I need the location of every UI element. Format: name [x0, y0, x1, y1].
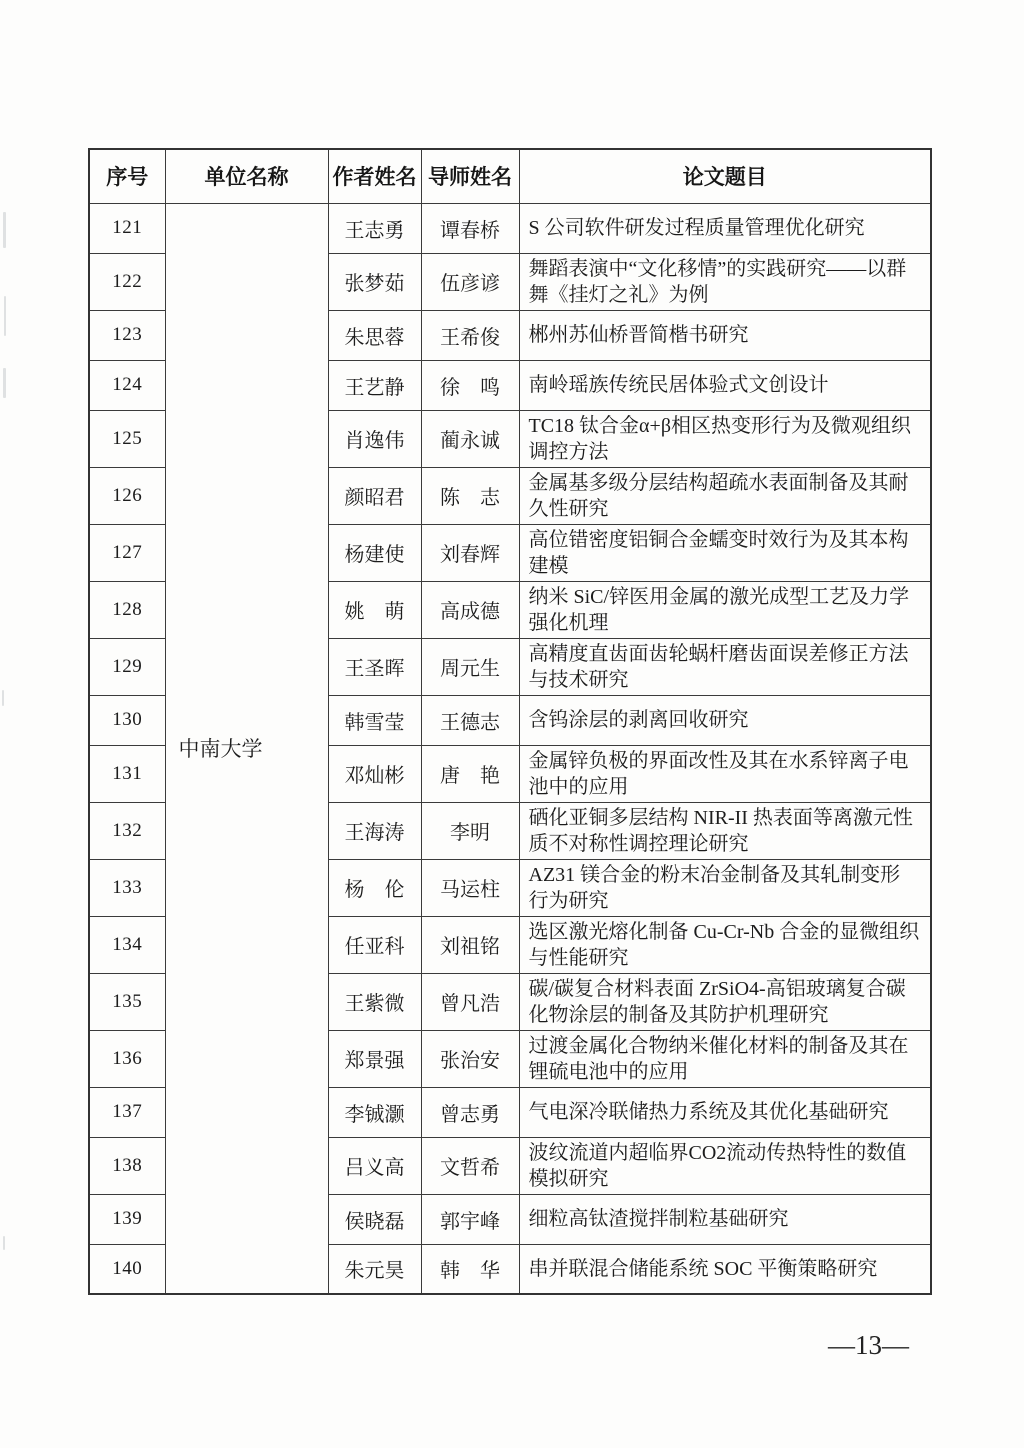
advisor-cell: 张治安 — [421, 1030, 519, 1087]
serial-cell: 127 — [89, 524, 165, 581]
institution-cell: 中南大学 — [165, 203, 328, 1294]
advisor-cell: 王德志 — [421, 695, 519, 745]
serial-cell: 130 — [89, 695, 165, 745]
advisor-cell: 周元生 — [421, 638, 519, 695]
author-cell: 颜昭君 — [328, 467, 421, 524]
advisor-cell: 曾凡浩 — [421, 973, 519, 1030]
title-cell: 高位错密度铝铜合金蠕变时效行为及其本构建模 — [519, 524, 931, 581]
thesis-table — [88, 148, 932, 1295]
title-cell: 郴州苏仙桥晋简楷书研究 — [519, 310, 931, 360]
author-cell: 王志勇 — [328, 203, 421, 253]
column-header-title: 论文题目 — [519, 149, 931, 203]
serial-cell: 124 — [89, 360, 165, 410]
serial-cell: 121 — [89, 203, 165, 253]
title-cell: 舞蹈表演中“文化移情”的实践研究——以群舞《挂灯之礼》为例 — [519, 253, 931, 310]
title-cell: 过渡金属化合物纳米催化材料的制备及其在锂硫电池中的应用 — [519, 1030, 931, 1087]
author-cell: 王海涛 — [328, 802, 421, 859]
serial-cell: 129 — [89, 638, 165, 695]
column-header-serial: 序号 — [89, 149, 165, 203]
title-cell: 纳米 SiC/锌医用金属的激光成型工艺及力学强化机理 — [519, 581, 931, 638]
serial-cell: 123 — [89, 310, 165, 360]
author-cell: 朱元昊 — [328, 1244, 421, 1294]
table-row — [89, 203, 931, 253]
author-cell: 王圣晖 — [328, 638, 421, 695]
title-cell: 南岭瑶族传统民居体验式文创设计 — [519, 360, 931, 410]
page-number: —13— — [828, 1330, 909, 1360]
column-header-author: 作者姓名 — [328, 149, 421, 203]
title-cell: 波纹流道内超临界CO2流动传热特性的数值模拟研究 — [519, 1137, 931, 1194]
advisor-cell: 韩 华 — [421, 1244, 519, 1294]
author-cell: 朱思蓉 — [328, 310, 421, 360]
advisor-cell: 李明 — [421, 802, 519, 859]
scan-artifact — [3, 368, 6, 398]
column-header-institution: 单位名称 — [165, 149, 328, 203]
scan-artifact — [3, 212, 6, 248]
advisor-cell: 蔺永诚 — [421, 410, 519, 467]
advisor-cell: 徐 鸣 — [421, 360, 519, 410]
author-cell: 吕义高 — [328, 1137, 421, 1194]
advisor-cell: 曾志勇 — [421, 1087, 519, 1137]
serial-cell: 126 — [89, 467, 165, 524]
serial-cell: 131 — [89, 745, 165, 802]
advisor-cell: 王希俊 — [421, 310, 519, 360]
advisor-cell: 伍彦谚 — [421, 253, 519, 310]
advisor-cell: 刘祖铭 — [421, 916, 519, 973]
author-cell: 李铖灏 — [328, 1087, 421, 1137]
scan-artifact — [2, 690, 4, 706]
title-cell: 选区激光熔化制备 Cu-Cr-Nb 合金的显微组织与性能研究 — [519, 916, 931, 973]
serial-cell: 133 — [89, 859, 165, 916]
serial-cell: 128 — [89, 581, 165, 638]
author-cell: 姚 萌 — [328, 581, 421, 638]
title-cell: 细粒高钛渣搅拌制粒基础研究 — [519, 1194, 931, 1244]
title-cell: 气电深冷联储热力系统及其优化基础研究 — [519, 1087, 931, 1137]
advisor-cell: 刘春辉 — [421, 524, 519, 581]
serial-cell: 134 — [89, 916, 165, 973]
title-cell: 碳/碳复合材料表面 ZrSiO4-高铝玻璃复合碳化物涂层的制备及其防护机理研究 — [519, 973, 931, 1030]
author-cell: 肖逸伟 — [328, 410, 421, 467]
serial-cell: 135 — [89, 973, 165, 1030]
author-cell: 侯晓磊 — [328, 1194, 421, 1244]
author-cell: 邓灿彬 — [328, 745, 421, 802]
author-cell: 王紫微 — [328, 973, 421, 1030]
title-cell: 金属锌负极的界面改性及其在水系锌离子电池中的应用 — [519, 745, 931, 802]
title-cell: 高精度直齿面齿轮蜗杆磨齿面误差修正方法与技术研究 — [519, 638, 931, 695]
scan-artifact — [3, 1236, 5, 1250]
advisor-cell: 谭春桥 — [421, 203, 519, 253]
author-cell: 张梦茹 — [328, 253, 421, 310]
serial-cell: 132 — [89, 802, 165, 859]
title-cell: AZ31 镁合金的粉末冶金制备及其轧制变形行为研究 — [519, 859, 931, 916]
author-cell: 王艺静 — [328, 360, 421, 410]
advisor-cell: 马运柱 — [421, 859, 519, 916]
author-cell: 韩雪莹 — [328, 695, 421, 745]
advisor-cell: 高成德 — [421, 581, 519, 638]
serial-cell: 138 — [89, 1137, 165, 1194]
title-cell: 金属基多级分层结构超疏水表面制备及其耐久性研究 — [519, 467, 931, 524]
serial-cell: 140 — [89, 1244, 165, 1294]
title-cell: 硒化亚铜多层结构 NIR-II 热表面等离激元性质不对称性调控理论研究 — [519, 802, 931, 859]
column-header-advisor: 导师姓名 — [421, 149, 519, 203]
title-cell: TC18 钛合金α+β相区热变形行为及微观组织调控方法 — [519, 410, 931, 467]
advisor-cell: 陈 志 — [421, 467, 519, 524]
author-cell: 任亚科 — [328, 916, 421, 973]
author-cell: 郑景强 — [328, 1030, 421, 1087]
advisor-cell: 郭宇峰 — [421, 1194, 519, 1244]
table-header-row — [89, 149, 931, 203]
advisor-cell: 文哲希 — [421, 1137, 519, 1194]
serial-cell: 122 — [89, 253, 165, 310]
thesis-table-body — [89, 203, 931, 1294]
serial-cell: 125 — [89, 410, 165, 467]
serial-cell: 137 — [89, 1087, 165, 1137]
serial-cell: 136 — [89, 1030, 165, 1087]
title-cell: 串并联混合储能系统 SOC 平衡策略研究 — [519, 1244, 931, 1294]
author-cell: 杨建使 — [328, 524, 421, 581]
scan-artifact — [4, 296, 6, 336]
serial-cell: 139 — [89, 1194, 165, 1244]
title-cell: S 公司软件研发过程质量管理优化研究 — [519, 203, 931, 253]
title-cell: 含钨涂层的剥离回收研究 — [519, 695, 931, 745]
author-cell: 杨 伦 — [328, 859, 421, 916]
advisor-cell: 唐 艳 — [421, 745, 519, 802]
